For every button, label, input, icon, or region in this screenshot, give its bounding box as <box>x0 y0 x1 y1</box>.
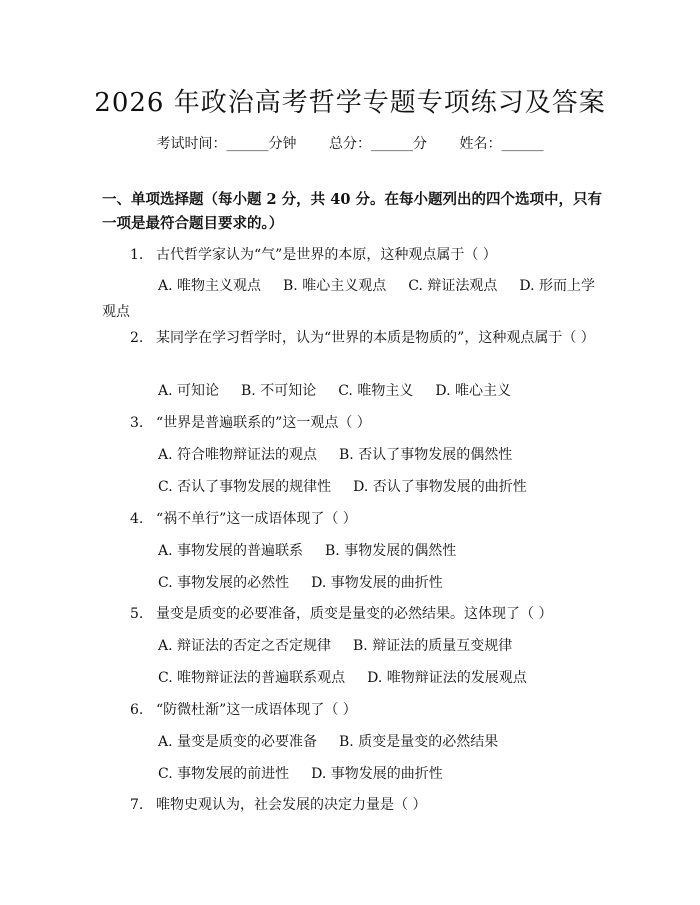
student-name: 姓名：______ <box>459 136 544 152</box>
question-2 <box>102 325 606 351</box>
option-a: A. 符合唯物辩证法的观点 <box>158 447 318 463</box>
option-b: B. 事物发展的偶然性 <box>325 543 457 559</box>
option-b: B. 质变是量变的必然结果 <box>339 734 499 750</box>
question-number: 3. <box>130 415 144 431</box>
option-d: D. 形而上学观点 <box>102 278 595 320</box>
option-d: D. 否认了事物发展的曲折性 <box>353 479 527 495</box>
exam-score: 总分：______分 <box>329 136 427 152</box>
question-5-options-row1 <box>102 633 606 659</box>
question-5-options-row2 <box>102 665 606 691</box>
question-4-options-row2 <box>102 570 606 596</box>
option-b: B. 唯心主义观点 <box>283 278 387 294</box>
option-d: D. 唯物辩证法的发展观点 <box>367 670 527 686</box>
option-b: B. 否认了事物发展的偶然性 <box>339 447 513 463</box>
option-c: C. 唯物主义 <box>338 383 414 399</box>
question-3-options-row2 <box>102 474 606 500</box>
question-number: 5. <box>130 606 144 622</box>
option-c: C. 事物发展的前进性 <box>158 766 290 782</box>
question-stem: 量变是质变的必要准备，质变是量变的必然结果。这体现了（ ） <box>156 606 553 622</box>
question-stem: 唯物史观认为，社会发展的决定力量是（ ） <box>156 797 427 813</box>
question-number: 1. <box>130 247 144 263</box>
option-d: D. 事物发展的曲折性 <box>311 575 443 591</box>
option-a: A. 辩证法的否定之否定规律 <box>158 638 332 654</box>
question-stem: “防微杜渐”这一成语体现了（ ） <box>156 702 357 718</box>
option-c: C. 事物发展的必然性 <box>158 575 290 591</box>
question-stem: “世界是普遍联系的”这一观点（ ） <box>156 415 371 431</box>
option-d: D. 事物发展的曲折性 <box>311 766 443 782</box>
question-1 <box>102 242 606 268</box>
question-6-options-row2 <box>102 761 606 787</box>
question-stem: 某同学在学习哲学时，认为“世界的本质是物质的”，这种观点属于（ ） <box>156 330 595 346</box>
option-c: C. 否认了事物发展的规律性 <box>158 479 332 495</box>
question-number: 6. <box>130 702 144 718</box>
exam-info <box>0 133 700 153</box>
question-6-options-row1 <box>102 729 606 755</box>
question-3-options-row1 <box>102 442 606 468</box>
option-c: C. 辩证法观点 <box>408 278 498 294</box>
option-a: A. 可知论 <box>158 383 220 399</box>
option-b: B. 不可知论 <box>241 383 317 399</box>
option-a: A. 事物发展的普遍联系 <box>158 543 304 559</box>
option-c: C. 唯物辩证法的普遍联系观点 <box>158 670 346 686</box>
section-heading: 一、单项选择题（每小题 2 分，共 40 分。在每小题列出的四个选项中，只有一项是最符合题目要求的。） <box>102 191 602 232</box>
option-b: B. 辩证法的质量互变规律 <box>353 638 513 654</box>
question-7 <box>102 792 606 818</box>
option-a: A. 唯物主义观点 <box>158 278 262 294</box>
question-5 <box>102 601 606 627</box>
question-stem: 古代哲学家认为“气”是世界的本原，这种观点属于（ ） <box>156 247 497 263</box>
question-number: 2. <box>130 330 144 346</box>
question-2-options <box>102 378 606 404</box>
question-1-options <box>102 273 606 325</box>
page-title: 2026 年政治高考哲学专题专项练习及答案 <box>94 88 606 118</box>
option-a: A. 量变是质变的必要准备 <box>158 734 318 750</box>
question-4-options-row1 <box>102 538 606 564</box>
exam-time: 考试时间：______分钟 <box>156 136 297 152</box>
question-4 <box>102 506 606 532</box>
question-3 <box>102 410 606 436</box>
option-d: D. 唯心主义 <box>435 383 511 399</box>
question-number: 7. <box>130 797 144 813</box>
question-number: 4. <box>130 511 144 527</box>
question-6 <box>102 697 606 723</box>
question-stem: “祸不单行”这一成语体现了（ ） <box>156 511 357 527</box>
